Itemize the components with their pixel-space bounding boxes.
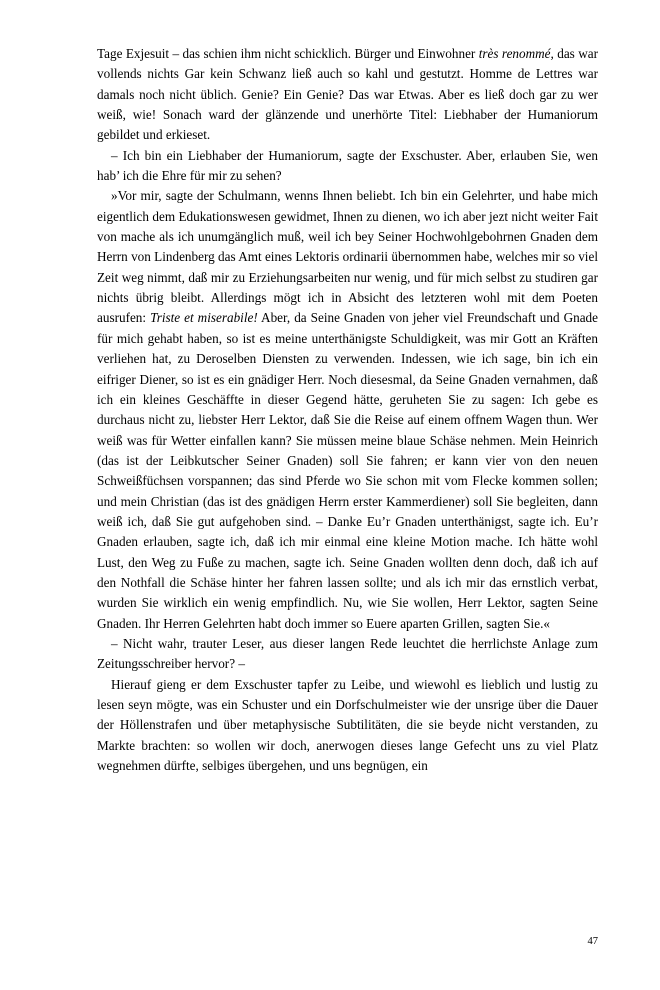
italic-run: très renommé, (478, 46, 554, 61)
text-run: – Nicht wahr, trauter Leser, aus dieser langen Rede leuchtet die herrlichste Anlage zum Zeitungsschreiber hervor? – (97, 635, 598, 672)
italic-run: Triste et miserabile! (150, 310, 258, 326)
paragraph (97, 44, 598, 146)
text-run: Aber, da Seine Gnaden von jeher viel Freundschaft und Gnade für mich gehabt haben, so ist es meine unterthänigste Schuldigkeit, was mir Gott an Kräften verliehen hat, zu Deroselben Diensten zu verwenden. Indessen, wie ich sage, bin ich ein eifriger Diener, so ist es ein gnädiger Herr. Noch diesesmal, da Seine Gnaden vernahmen, daß ich ein kleines Geschäffte in dieser Gegend hätte, geruheten Sie zu sagen: Ich gebe es durchaus nicht zu, liebster Herr Lektor, daß Sie die Reise auf einem offnem Wagen thun. Wer weiß was für Wetter einfallen kann? Sie müssen meine blaue Schäse nehmen. Mein Heinrich (das ist der Leibkutscher Seiner Gnaden) soll Sie fahren; er kann vier von den neuen Schweißfüchsen vorspannen; das sind Pferde wo Sie schon mit vom Flecke kommen sollen; und mein Christian (das ist des gnädigen Herrn erster Kammerdiener) soll Sie begleiten, dann weiß ich, daß Sie gut aufgehoben sind. – Danke Eu’r Gnaden unterthänigst, sagte ich. Eu’r Gnaden erlauben, sagte ich, daß ich mir einmal eine kleine Motion mache. Ich hätte wohl Lust, den Weg zu Fuße zu machen, sagte ich. Seine Gnaden wollten denn doch, daß ich auf den Nothfall die Schäse hinter her fahren lassen sollte; und als ich mir das ernstlich verbat, wurden Sie wirklich ein wenig empfindlich. Nu, wie Sie wollen, Herr Lektor, sagten Seine Gnaden. Ihr Herren Gelehrten habt doch immer so Euere aparten Grillen, sagten Sie.« (97, 310, 599, 631)
text-run: »Vor mir, sagte der Schulmann, wenns Ihnen beliebt. Ich bin ein Gelehrter, und habe mich eigentlich dem Edukationswesen gewidmet, Ihnen zu dienen, wo ich aber jezt nicht weiter Fait von mache als ich unumgänglich muß, weil ich bey Seiner Hochwohlgebohrnen Gnaden dem Herrn von Lindenberg das Amt eines Lektoris ordinarii übernommen habe, welches mir so viel Zeit weg nimmt, daß mir zu Erziehungsarbeiten nur wenig, und für mich selbst zu studiren gar nichts übrig bleibt. Allerdings mögt ich in Absicht des letzteren wohl mit dem Poeten ausrufen: (97, 188, 598, 326)
paragraph (97, 634, 598, 675)
text-run: – Ich bin ein Liebhaber der Humaniorum, sagte der Exschuster. Aber, erlauben Sie, wen hab’ ich die Ehre für mir zu sehen? (97, 147, 598, 184)
page-number: 47 (587, 936, 598, 947)
body-text (97, 44, 598, 776)
text-run: das war vollends nichts Gar kein Schwanz ließ auch so kahl und gestutzt. Homme de Lettres war damals noch nicht üblich. Genie? Ein Genie? Das war Etwas. Aber es ließ doch gar zu wer weiß, wie! Sonach ward der glänzende und unerhörte Titel: Liebhaber der Humaniorum gebildet und erkieset. (97, 46, 598, 143)
text-run: Hierauf gieng er dem Exschuster tapfer zu Leibe, und wiewohl es lieblich und lustig zu lesen seyn mögte, was ein Schuster und ein Dorfschulmeister wie der unsrige über die Dauer der Höllenstrafen und über metaphysische Subtilitäten, die sie beyde nicht verstanden, zu Markte brachten: so wollen wir doch, anerwogen dieses lange Gefecht uns zu viel Platz wegnehmen dürfte, selbiges übergehen, und uns begnügen, ein (97, 676, 598, 774)
text-run: Tage Exjesuit – das schien ihm nicht schicklich. Bürger und Einwohner (97, 46, 479, 61)
paragraph (97, 186, 598, 634)
paragraph (97, 146, 598, 187)
paragraph (97, 675, 598, 777)
